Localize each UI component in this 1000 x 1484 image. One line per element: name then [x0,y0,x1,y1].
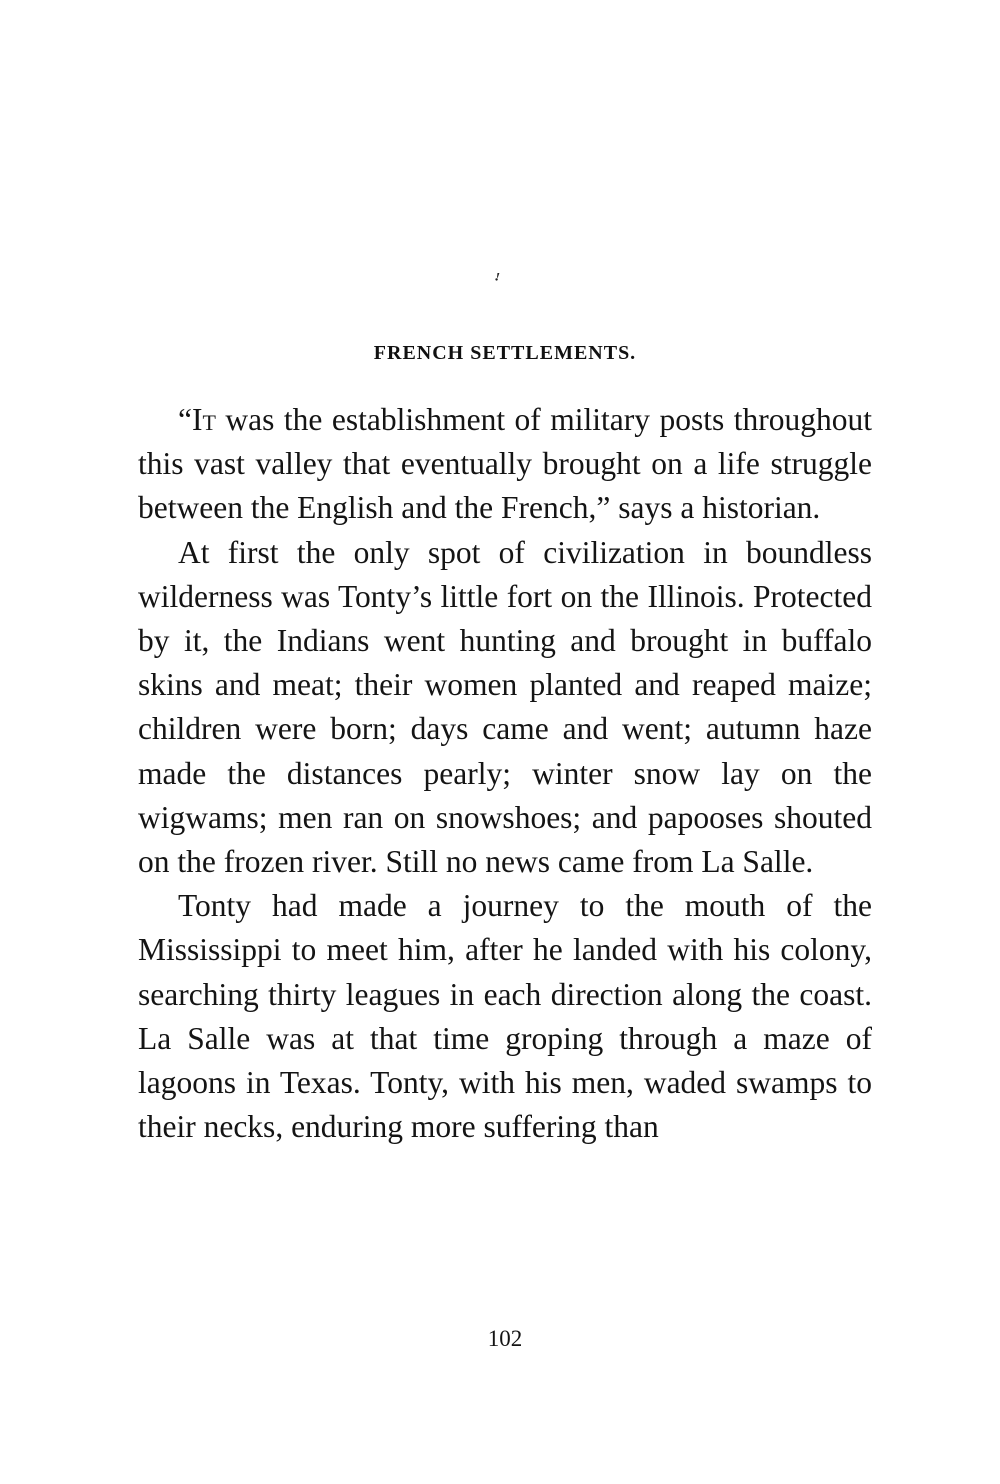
paragraph-1-text: was the establishment of military posts throughout this vast valley that eventually brought on a life struggle between the English and the French,” says a historian. [138,402,872,526]
page-number: 102 [487,1326,523,1351]
printer-ornament: ∙′ [494,269,498,291]
paragraph-3: Tonty had made a journey to the mouth of the Mississippi to meet him, after he landed with his colony, searching thirty leagues in each direction along the coast. La Salle was at that time groping through a maze of lagoons in Texas. Tonty, with his men, waded swamps to their necks, enduring more suffering than [138,888,872,1145]
paragraph-1 [138,398,872,531]
lead-smallcaps: It [191,402,216,437]
running-head: FRENCH SETTLEMENTS. [373,342,637,364]
open-quote: “ [178,402,192,437]
body-text [138,398,872,1149]
paragraph-2: At first the only spot of civilization in boundless wilderness was Tonty’s little fort on the Illinois. Protected by it, the Indians went hunting and brought in buffalo skins and meat; their women planted and reaped maize; children were born; days came and went; autumn haze made the distances pearly; winter snow lay on the wigwams; men ran on snowshoes; and papooses shouted on the frozen river. Still no news came from La Salle. [138,534,872,880]
